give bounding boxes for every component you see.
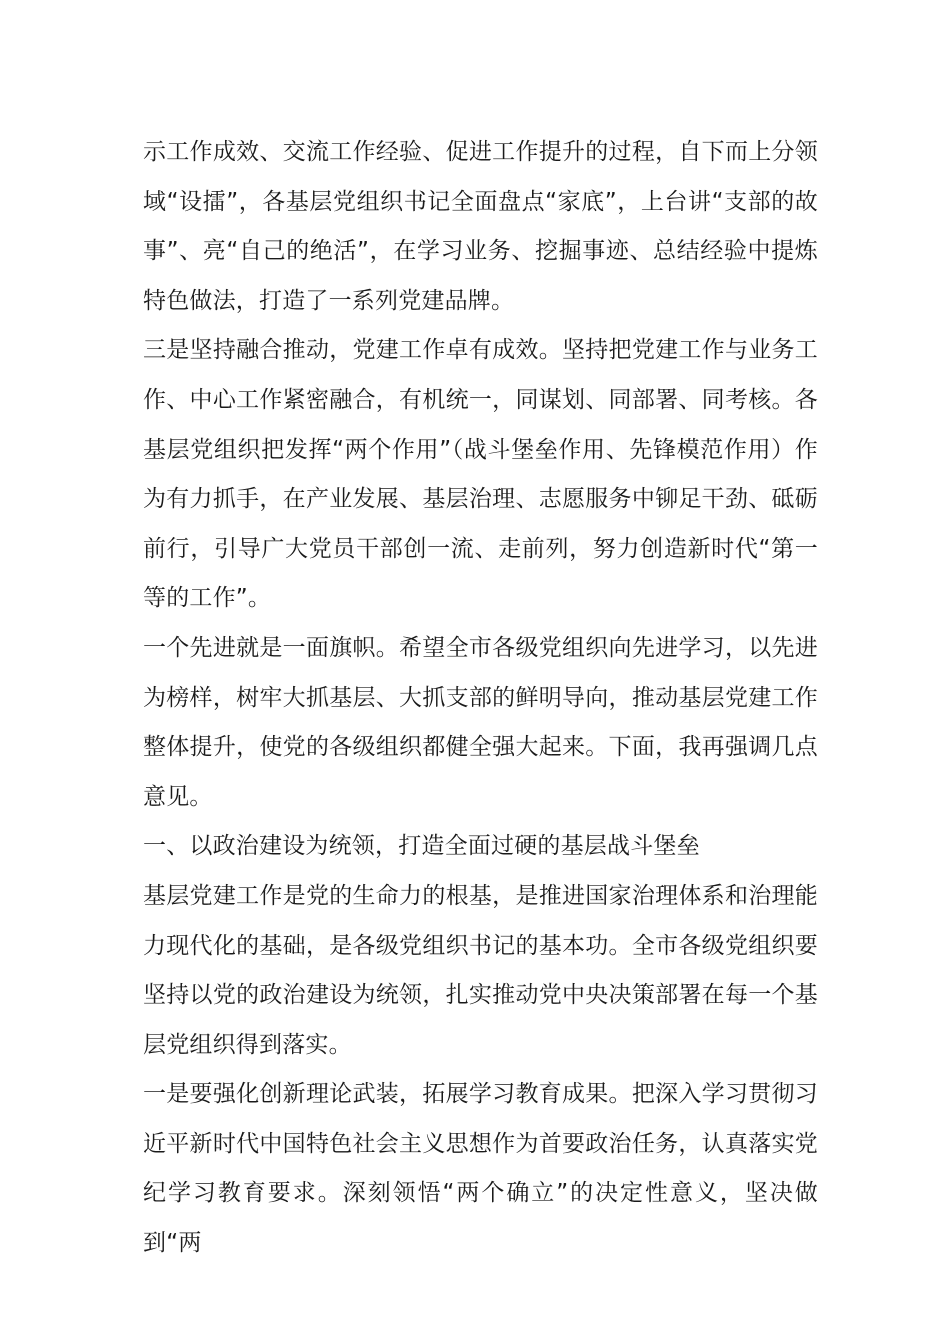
paragraph-advanced-model: 一个先进就是一面旗帜。希望全市各级党组织向先进学习，以先进为榜样，树牢大抓基层、大抓支部的鲜明导向，推动基层党建工作整体提升，使党的各级组织都健全强大起来。下面，我再强调几点意见。 xyxy=(143,634,818,810)
paragraph-point-three: 三是坚持融合推动，党建工作卓有成效。坚持把党建工作与业务工作、中心工作紧密融合，有机统一，同谋划、同部署、同考核。各基层党组织把发挥“两个作用”（战斗堡垒作用、先锋模范作用）作为有力抓手，在产业发展、基层治理、志愿服务中铆足干劲、砥砺前行，引导广大党员干部创一流、走前列，努力创造新时代“第一等的工作”。 xyxy=(143,337,818,612)
paragraph-grassroots-foundation: 基层党建工作是党的生命力的根基，是推进国家治理体系和治理能力现代化的基础，是各级党组织书记的基本功。全市各级党组织要坚持以党的政治建设为统领，扎实推动党中央决策部署在每一个基层党组织得到落实。 xyxy=(143,882,818,1058)
document-body xyxy=(143,128,818,1269)
paragraph-point-one: 一是要强化创新理论武装，拓展学习教育成果。把深入学习贯彻习近平新时代中国特色社会主义思想作为首要政治任务，认真落实党纪学习教育要求。深刻领悟“两个确立”的决定性意义，坚决做到“两 xyxy=(143,1081,818,1257)
section-heading-one: 一、以政治建设为统领，打造全面过硬的基层战斗堡垒 xyxy=(143,833,700,860)
paragraph-continued: 示工作成效、交流工作经验、促进工作提升的过程，自下而上分领域“设擂”，各基层党组织书记全面盘点“家底”，上台讲“支部的故事”、亮“自己的绝活”，在学习业务、挖掘事迹、总结经验中提炼特色做法，打造了一系列党建品牌。 xyxy=(143,139,818,314)
